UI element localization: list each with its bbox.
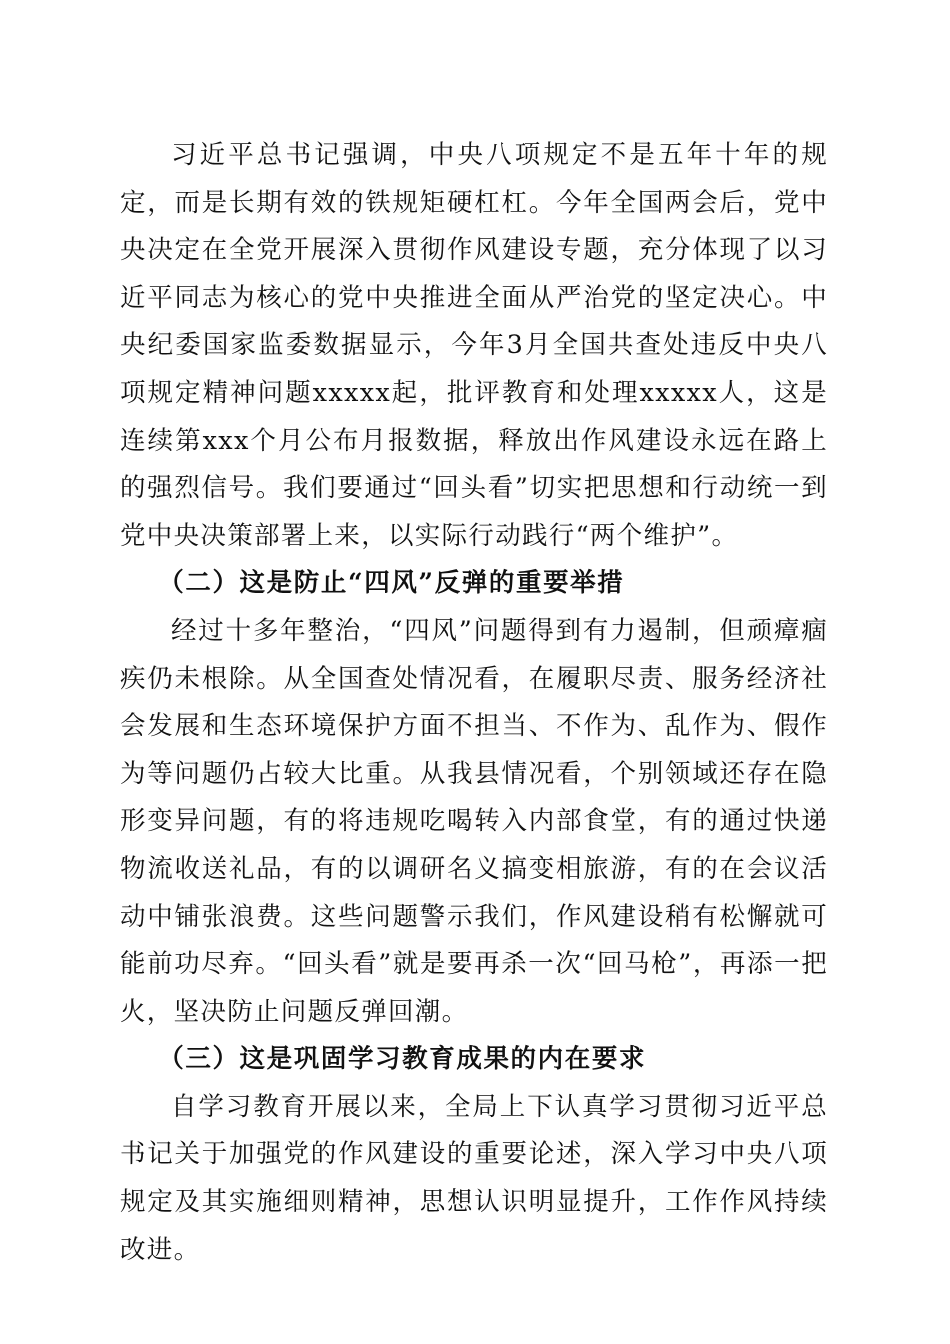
paragraph-1: 习近平总书记强调，中央八项规定不是五年十年的规定，而是长期有效的铁规矩硬杠杠。今年全国两会后，党中央决定在全党开展深入贯彻作风建设专题，充分体现了以习近平同志为核心的党中央推进全面从严治党的坚定决心。中央纪委国家监委数据显示，今年3月全国共查处违反中央八项规定精神问题xxxxx起，批评教育和处理xxxxx人，这是连续第xxx个月公布月报数据，释放出作风建设永远在路上的强烈信号。我们要通过“回头看”切实把思想和行动统一到党中央决策部署上来，以实际行动践行“两个维护”。 — [120, 140, 828, 551]
paragraph-3: 自学习教育开展以来，全局上下认真学习贯彻习近平总书记关于加强党的作风建设的重要论述，深入学习中央八项规定及其实施细则精神，思想认识明显提升，工作作风持续改进。 — [120, 1091, 828, 1265]
section-heading-2: （二）这是防止“四风”反弹的重要举措 — [158, 568, 625, 599]
section-heading-3: （三）这是巩固学习教育成果的内在要求 — [158, 1044, 647, 1075]
document-body — [120, 132, 828, 1274]
paragraph-2: 经过十多年整治，“四风”问题得到有力遏制，但顽瘴痼疾仍未根除。从全国查处情况看，在履职尽责、服务经济社会发展和生态环境保护方面不担当、不作为、乱作为、假作为等问题仍占较大比重。从我县情况看，个别领域还存在隐形变异问题，有的将违规吃喝转入内部食堂，有的通过快递物流收送礼品，有的以调研名义搞变相旅游，有的在会议活动中铺张浪费。这些问题警示我们，作风建设稍有松懈就可能前功尽弃。“回头看”就是要再杀一次“回马枪”，再添一把火，坚决防止问题反弹回潮。 — [120, 615, 828, 1027]
